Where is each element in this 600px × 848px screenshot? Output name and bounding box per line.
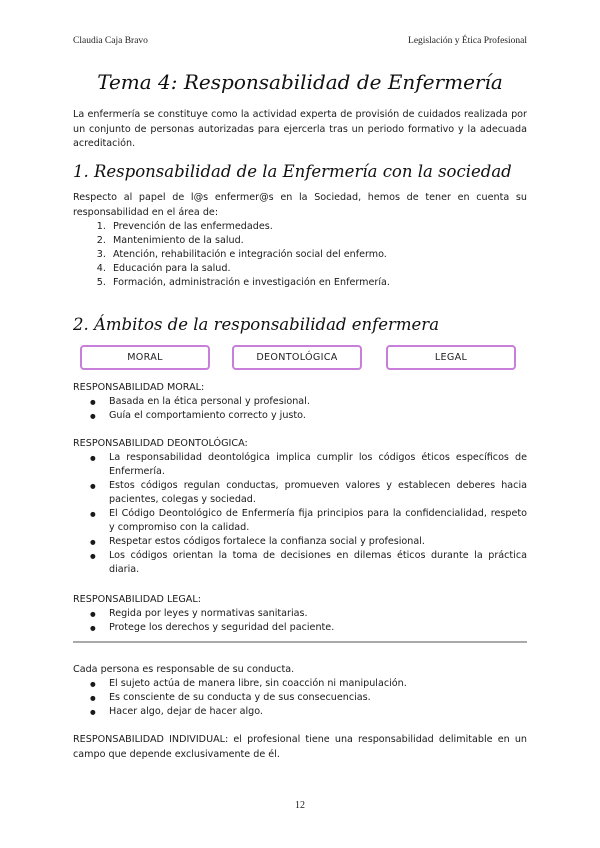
moral-list <box>73 395 527 423</box>
legal-label: RESPONSABILIDAD LEGAL: <box>73 594 201 605</box>
list-item: ● La responsabilidad deontológica implica cumplir los códigos éticos específicos de Enfermería. <box>109 451 527 479</box>
section-2-heading: 2. Ámbitos de la responsabilidad enfermera <box>73 315 440 334</box>
list-item: ● Hacer algo, dejar de hacer algo. <box>109 705 527 719</box>
legal-list <box>73 607 527 635</box>
intro-paragraph: La enfermería se constituye como la actividad experta de provisión de cuidados realizada por un conjunto de personas autorizadas para ejercerla tras un periodo formativo y la adecuada acreditación. <box>73 109 527 149</box>
list-item: 4. Educación para la salud. <box>109 262 527 276</box>
list-item: ● Guía el comportamiento correcto y justo. <box>109 409 527 423</box>
section-1-text: Respecto al papel de l@s enfermer@s en la Sociedad, hemos de tener en cuenta su responsabilidad en el área de: <box>73 192 527 218</box>
header-author: Claudia Caja Bravo <box>73 36 148 46</box>
section-1-list <box>73 220 527 290</box>
conduct-text: Cada persona es responsable de su conducta. <box>73 664 295 675</box>
page-number: 12 <box>295 800 305 811</box>
list-item: ● Estos códigos regulan conductas, promueven valores y establecen deberes hacia pacientes, colegas y sociedad. <box>109 479 527 507</box>
list-item: 3. Atención, rehabilitación e integración social del enfermo. <box>109 248 527 262</box>
box-deontologica: DEONTOLÓGICA <box>232 345 362 370</box>
list-item: ● Protege los derechos y seguridad del paciente. <box>109 621 527 635</box>
section-1-heading: 1. Responsabilidad de la Enfermería con la sociedad <box>73 162 512 181</box>
list-item: 1. Prevención de las enfermedades. <box>109 220 527 234</box>
deontological-list <box>73 451 527 577</box>
list-item: 2. Mantenimiento de la salud. <box>109 234 527 248</box>
list-item: ● Es consciente de su conducta y de sus consecuencias. <box>109 691 527 705</box>
divider <box>73 641 527 643</box>
deontological-label: RESPONSABILIDAD DEONTOLÓGICA: <box>73 438 248 449</box>
box-legal: LEGAL <box>386 345 516 370</box>
list-item: ● Regida por leyes y normativas sanitarias. <box>109 607 527 621</box>
conduct-list <box>73 677 527 719</box>
individual-responsibility: RESPONSABILIDAD INDIVIDUAL: el profesional tiene una responsabilidad delimitable en un campo que depende exclusivamente de él. <box>73 734 527 760</box>
header-subject: Legislación y Ética Profesional <box>408 36 527 46</box>
moral-label: RESPONSABILIDAD MORAL: <box>73 382 205 393</box>
list-item: ● Basada en la ética personal y profesional. <box>109 395 527 409</box>
list-item: ● Respetar estos códigos fortalece la confianza social y profesional. <box>109 535 527 549</box>
page-header <box>73 36 527 50</box>
list-item: ● El Código Deontológico de Enfermería fija principios para la confidencialidad, respeto y compromiso con la calidad. <box>109 507 527 535</box>
box-moral: MORAL <box>80 345 210 370</box>
list-item: 5. Formación, administración e investigación en Enfermería. <box>109 276 527 290</box>
list-item: ● Los códigos orientan la toma de decisiones en dilemas éticos durante la práctica diaria. <box>109 549 527 577</box>
document-title: Tema 4: Responsabilidad de Enfermería <box>97 70 503 94</box>
list-item: ● El sujeto actúa de manera libre, sin coacción ni manipulación. <box>109 677 527 691</box>
